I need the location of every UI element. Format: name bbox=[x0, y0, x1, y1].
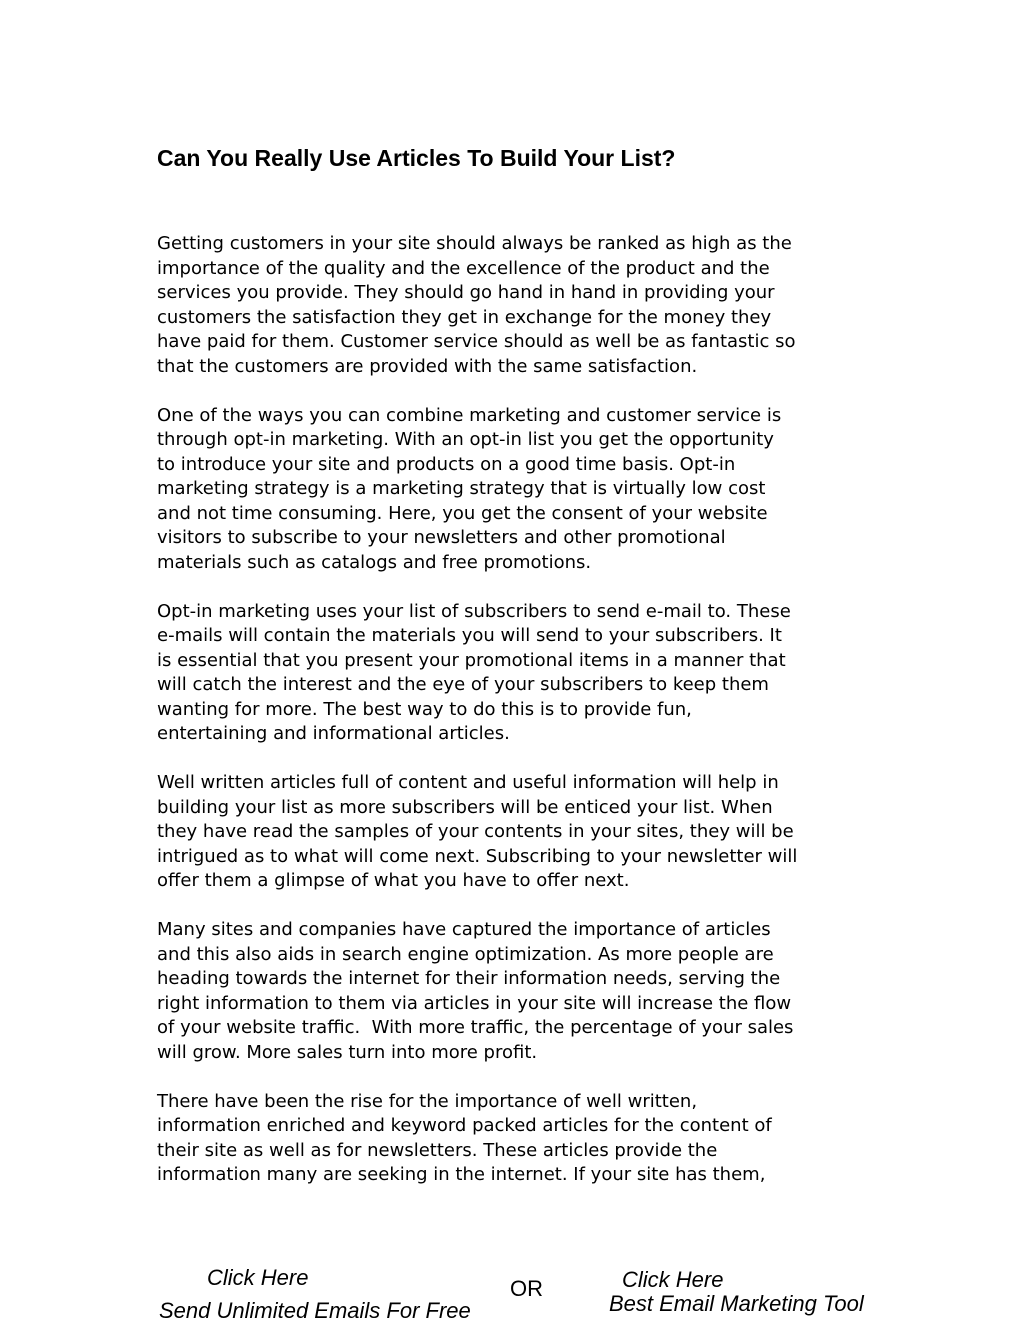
paragraph-line: Opt-in marketing uses your list of subscribers to send e-mail to. These bbox=[157, 600, 791, 622]
article-body bbox=[157, 232, 887, 1212]
paragraph-line: will catch the interest and the eye of your subscribers to keep them bbox=[157, 674, 769, 695]
paragraph-line: Well written articles full of content and useful information will help in bbox=[157, 772, 779, 793]
paragraph-line: marketing strategy is a marketing strategy that is virtually low cost bbox=[157, 478, 766, 499]
paragraph-line: their site as well as for newsletters. These articles provide the bbox=[157, 1139, 718, 1161]
paragraph bbox=[157, 600, 887, 747]
paragraph-line: will grow. More sales turn into more profit. bbox=[157, 1041, 538, 1063]
paragraph-line: have paid for them. Customer service should as well be as fantastic so bbox=[157, 331, 796, 352]
paragraph-line: One of the ways you can combine marketing and customer service is bbox=[157, 404, 782, 426]
page-title: Can You Really Use Articles To Build Your List? bbox=[157, 145, 676, 171]
click-here-link-right[interactable]: Click Here bbox=[622, 1267, 724, 1292]
paragraph bbox=[157, 918, 887, 1065]
paragraph bbox=[157, 771, 887, 894]
paragraph-line: information many are seeking in the internet. If your site has them, bbox=[157, 1164, 766, 1185]
paragraph-line: heading towards the internet for their information needs, serving the bbox=[157, 968, 781, 989]
paragraph-line: and not time consuming. Here, you get the consent of your website bbox=[157, 502, 768, 524]
paragraph-line: that the customers are provided with the same satisfaction. bbox=[157, 355, 698, 377]
paragraph-line: of your website traffic. With more traffic, the percentage of your sales bbox=[157, 1017, 794, 1038]
paragraph-line: right information to them via articles in your site will increase the flow bbox=[157, 992, 792, 1014]
paragraph-line: is essential that you present your promotional items in a manner that bbox=[157, 649, 786, 671]
paragraph-line: customers the satisfaction they get in exchange for the money they bbox=[157, 306, 772, 328]
paragraph-line: information enriched and keyword packed articles for the content of bbox=[157, 1115, 772, 1136]
paragraph-line: services you provide. They should go hand in hand in providing your bbox=[157, 282, 775, 303]
paragraph-line: building your list as more subscribers will be enticed your list. When bbox=[157, 796, 773, 818]
paragraph-line: to introduce your site and products on a good time basis. Opt-in bbox=[157, 453, 736, 475]
paragraph-line: and this also aids in search engine optimization. As more people are bbox=[157, 943, 774, 965]
click-here-link-left[interactable]: Click Here bbox=[207, 1265, 309, 1290]
paragraph-line: Getting customers in your site should always be ranked as high as the bbox=[157, 233, 792, 254]
paragraph-line: There have been the rise for the importance of well written, bbox=[157, 1090, 698, 1112]
paragraph-line: intrigued as to what will come next. Subscribing to your newsletter will bbox=[157, 845, 798, 867]
send-unlimited-emails-link[interactable]: Send Unlimited Emails For Free bbox=[159, 1298, 471, 1323]
paragraph-line: visitors to subscribe to your newsletters and other promotional bbox=[157, 527, 726, 548]
paragraph-line: importance of the quality and the excellence of the product and the bbox=[157, 257, 770, 279]
paragraph-line: Many sites and companies have captured the importance of articles bbox=[157, 919, 771, 940]
paragraph-line: entertaining and informational articles. bbox=[157, 723, 510, 744]
paragraph-line: through opt-in marketing. With an opt-in list you get the opportunity bbox=[157, 429, 774, 450]
paragraph-line: wanting for more. The best way to do this is to provide fun, bbox=[157, 698, 692, 720]
paragraph bbox=[157, 404, 887, 576]
paragraph-line: materials such as catalogs and free promotions. bbox=[157, 551, 592, 573]
paragraph-line: offer them a glimpse of what you have to offer next. bbox=[157, 870, 630, 891]
paragraph bbox=[157, 232, 887, 379]
or-separator: OR bbox=[510, 1276, 543, 1301]
paragraph-line: e-mails will contain the materials you will send to your subscribers. It bbox=[157, 625, 782, 646]
paragraph bbox=[157, 1090, 887, 1188]
paragraph-line: they have read the samples of your contents in your sites, they will be bbox=[157, 821, 794, 842]
best-email-marketing-tool-link[interactable]: Best Email Marketing Tool bbox=[609, 1291, 864, 1316]
